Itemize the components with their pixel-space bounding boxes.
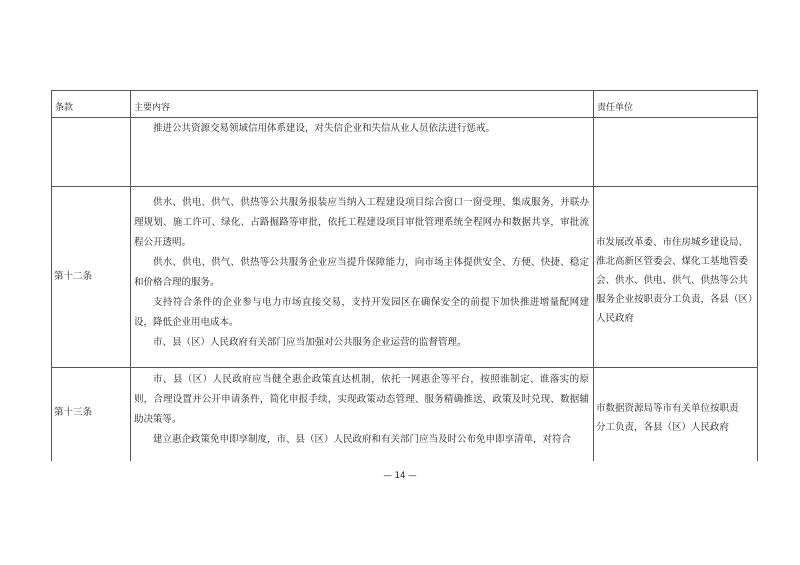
table-border-left: [51, 90, 52, 461]
table-header-divider: [51, 117, 758, 118]
table-row-divider-2: [51, 367, 758, 368]
responsible-line: 人民政府: [596, 313, 635, 324]
content-paragraph: 建立惠企政策免申即享制度，市、县（区）人民政府和有关部门应当及时公布免申即享清单，对符合: [153, 434, 572, 445]
responsible-line: 市数据资源局等市有关单位按职责: [596, 403, 739, 414]
content-paragraph: 推进公共资源交易领域信用体系建设，对失信企业和失信从业人员依法进行惩戒。: [153, 123, 496, 134]
responsible-line: 淮北高新区管委会、煤化工基地管委: [596, 256, 749, 267]
clause-label: 第十三条: [54, 407, 93, 418]
row-content: [134, 193, 589, 353]
row-content: [134, 370, 589, 450]
content-paragraph: 市、县（区）人民政府有关部门应当加强对公共服务企业运营的监督管理。: [153, 337, 467, 348]
responsible-cell: [596, 233, 758, 328]
responsible-line: 市发展改革委、市住房城乡建设局、: [596, 237, 749, 248]
content-paragraph: 供水、供电、供气、供热等公共服务报装应当纳入工程建设项目综合窗口一窗受理、集成服务，并联办理规划、施工许可、绿化、占路掘路等审批，依托工程建设项目审批管理系统全程网办和数据共享，审批流程公开透明。: [134, 197, 589, 248]
continuation-content: [134, 119, 589, 139]
content-paragraph: 市、县（区）人民政府应当健全惠企政策直达机制，依托一网惠企等平台，按照谁制定、谁落实的原则，合理设置并公开申请条件，简化申报手续，实现政策动态管理、服务精确推送、政策及时兑现、数据辅助决策等。: [134, 374, 589, 425]
content-paragraph: 支持符合条件的企业参与电力市场直接交易，支持开发园区在确保安全的前提下加快推进增量配网建设，降低企业用电成本。: [134, 297, 589, 328]
table-divider-clause: [130, 90, 131, 461]
responsible-line: 会、供水、供电、供气、供热等公共: [596, 275, 749, 286]
responsible-line: 服务企业按职责分工负责，各县（区）: [596, 294, 758, 305]
clause-label: 第十二条: [54, 271, 93, 282]
table-border-top: [51, 90, 758, 91]
content-paragraph: 供水、供电、供气、供热等公共服务企业应当提升保障能力，向市场主体提供安全、方便、快捷、稳定和价格合理的服务。: [134, 257, 589, 288]
page-number: — 14 —: [383, 471, 417, 481]
table-row-divider-1: [51, 186, 758, 187]
table-divider-content: [593, 90, 594, 461]
header-content: 主要内容: [134, 103, 171, 113]
header-responsible: 责任单位: [597, 103, 634, 113]
header-clause: 条款: [55, 103, 74, 113]
responsible-line: 分工负责，各县（区）人民政府: [596, 422, 730, 433]
responsible-cell: [596, 399, 758, 437]
